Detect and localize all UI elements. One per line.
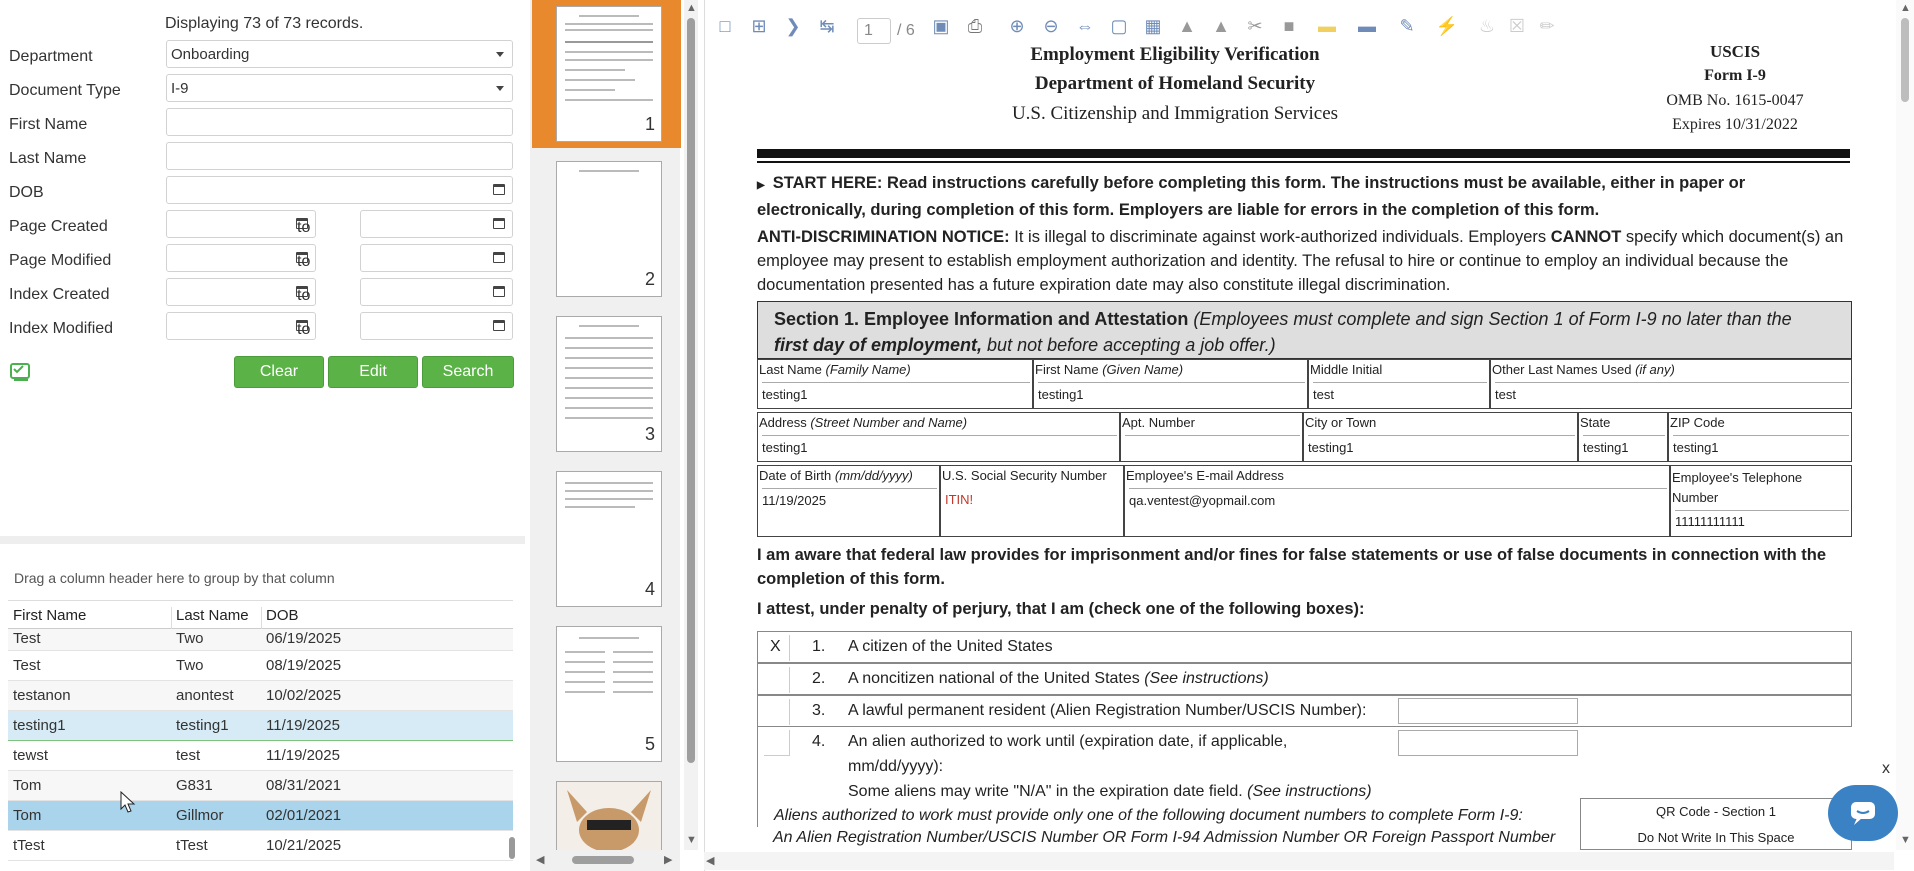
calendar-icon[interactable]: [493, 320, 505, 331]
thumbnail-hscrollbar[interactable]: [536, 852, 676, 868]
form-agency: U.S. Citizenship and Immigration Services: [1011, 103, 1339, 124]
scroll-up-icon[interactable]: ▲: [686, 2, 697, 14]
field-hint: (if any): [1635, 362, 1675, 377]
scroll-right-icon[interactable]: ▶: [664, 854, 673, 866]
column-header-dob[interactable]: DOB: [266, 607, 299, 624]
pen-icon[interactable]: ✎: [1399, 16, 1415, 36]
dob-input[interactable]: [166, 176, 513, 204]
zip-value[interactable]: testing1: [1673, 435, 1849, 461]
option-permanent-resident[interactable]: [757, 695, 1852, 727]
page-thumbnail: [556, 471, 662, 607]
department-select[interactable]: [166, 40, 513, 68]
form-omb: OMB No. 1615-0047: [1666, 92, 1804, 109]
table-row[interactable]: [8, 831, 513, 861]
form-number: Form I-9: [1704, 67, 1766, 84]
phone-cell: [1670, 465, 1852, 537]
chevron-down-icon: [496, 52, 504, 57]
index-created-row: [9, 278, 514, 312]
option-number: 4.: [812, 733, 826, 750]
clear-button[interactable]: Clear: [234, 356, 324, 388]
page-modified-row: [9, 244, 514, 278]
text-icon[interactable]: ▬: [1358, 16, 1376, 36]
state-cell: [1578, 412, 1668, 462]
cell-dob: 08/19/2025: [266, 657, 342, 674]
zoom-in-icon[interactable]: ⊕: [1009, 16, 1025, 36]
scroll-down-icon[interactable]: ▼: [686, 834, 697, 846]
field-label: First Name: [1035, 362, 1099, 377]
option-noncitizen[interactable]: [757, 663, 1852, 695]
field-label: Employee's E-mail Address: [1126, 468, 1284, 483]
chat-button[interactable]: [1828, 785, 1898, 841]
table-row[interactable]: [8, 681, 513, 711]
cell-last-name: tTest: [176, 837, 208, 854]
print-icon[interactable]: ⎙: [967, 16, 983, 36]
qr-label: QR Code - Section 1: [1656, 804, 1776, 819]
section-note: (Employees must complete and sign Section 1 of Form I-9 no later than the: [1188, 309, 1792, 329]
document-type-value: I-9: [171, 80, 189, 97]
cell-first-name: testanon: [13, 687, 71, 704]
option-text: Some aliens may write "N/A" in the expiration date field.: [848, 783, 1243, 800]
apt-cell: [1120, 412, 1303, 462]
scroll-left-icon[interactable]: ◀: [706, 855, 715, 867]
cell-first-name: tTest: [13, 837, 45, 854]
aware-statement: I am aware that federal law provides for imprisonment and/or fines for false statements or use of false documents in connection with the completion of this form.: [757, 546, 1827, 588]
chevron-down-icon: [496, 86, 504, 91]
thumbnail-scrollbar[interactable]: [684, 0, 698, 850]
cell-dob: 11/19/2025: [266, 747, 340, 764]
cell-first-name: Test: [13, 657, 41, 674]
edit-button[interactable]: Edit: [328, 356, 418, 388]
middle-initial-value[interactable]: test: [1313, 382, 1487, 408]
field-label: Date of Birth: [759, 468, 832, 483]
cell-last-name: Two: [176, 630, 204, 647]
delete-icon[interactable]: ☒: [1508, 16, 1526, 36]
cell-last-name: testing1: [176, 717, 229, 734]
burn-icon[interactable]: ♨: [1478, 16, 1496, 36]
index-created-label: Index Created: [9, 286, 110, 303]
notice-label: ANTI-DISCRIMINATION NOTICE:: [757, 228, 1010, 246]
first-name-label: First Name: [9, 116, 88, 133]
qr-note: Do Not Write In This Space: [1637, 830, 1795, 845]
checkbox-mark: X: [770, 638, 781, 655]
field-label: Apt. Number: [1122, 415, 1195, 430]
section-1-header: [757, 301, 1852, 359]
page-modified-label: Page Modified: [9, 252, 112, 269]
index-modified-label: Index Modified: [9, 320, 114, 337]
field-hint: (Given Name): [1102, 362, 1184, 377]
email-cell: [1124, 465, 1670, 537]
document-hscrollbar[interactable]: [704, 852, 1894, 870]
aliens-note: An Alien Registration Number/USCIS Number OR Form I-94 Admission Number OR Foreign Passport Number: [773, 829, 1556, 846]
highlight-icon[interactable]: ▬: [1318, 16, 1336, 36]
column-header-last-name[interactable]: Last Name: [176, 607, 249, 624]
page-thumbnail: [556, 781, 662, 850]
to-label: to: [297, 287, 311, 304]
last-name-row: [9, 142, 514, 176]
cell-dob: 08/31/2021: [266, 777, 342, 794]
checkbox-alien[interactable]: [764, 730, 790, 756]
section-title: Section 1. Employee Information and Attestation: [774, 309, 1189, 329]
scrollbar-thumb[interactable]: [572, 856, 634, 864]
section-note: but not before accepting a job offer.): [982, 335, 1276, 355]
page-icon[interactable]: ▢: [1110, 16, 1128, 36]
zip-cell: [1668, 412, 1852, 462]
document-scrollbar[interactable]: [1896, 0, 1914, 850]
thumbnail-panel: [530, 0, 680, 871]
email-value[interactable]: qa.ventest@yopmail.com: [1129, 488, 1667, 514]
image-icon[interactable]: ▦: [1144, 16, 1162, 36]
start-here: [757, 171, 1852, 222]
anti-discrimination-notice: [757, 225, 1852, 297]
calendar-icon[interactable]: [493, 286, 505, 297]
grid-scrollbar[interactable]: [509, 837, 515, 859]
search-button[interactable]: Search: [422, 356, 514, 388]
to-label: to: [297, 219, 311, 236]
cell-dob: 10/02/2025: [266, 687, 342, 704]
notice-cannot: CANNOT: [1550, 228, 1622, 246]
middle-initial-cell: [1308, 359, 1490, 409]
document-viewer: [704, 0, 1914, 871]
index-modified-from[interactable]: [166, 312, 316, 340]
address-value[interactable]: testing1: [762, 435, 1117, 461]
cell-last-name: test: [176, 747, 201, 764]
aliens-note: Aliens authorized to work must provide only one of the following document numbers to complete Form I-9:: [774, 807, 1523, 824]
city-cell: [1303, 412, 1578, 462]
cell-last-name: anontest: [176, 687, 234, 704]
dob-value[interactable]: 11/19/2025: [762, 488, 937, 514]
checkbox-permanent-resident[interactable]: [764, 699, 790, 725]
thumbnail-5[interactable]: [532, 620, 681, 768]
mouse-cursor-icon: [120, 791, 136, 815]
checkbox-citizen[interactable]: [764, 635, 790, 661]
scroll-up-icon[interactable]: ▲: [1900, 2, 1911, 14]
page-thumbnail: [556, 316, 662, 452]
form-dept: Department of Homeland Security: [1034, 73, 1316, 94]
import-icon[interactable]: ↹: [819, 16, 835, 36]
page-thumbnail: [556, 6, 662, 142]
table-row[interactable]: [8, 711, 513, 741]
start-text: START HERE: Read instructions carefully before completing this form. The instructions must be available, either in paper or electronically, during completion of this form. Employers are liable for errors in the completion of this form.: [757, 174, 1746, 219]
document-type-label: Document Type: [9, 82, 121, 99]
merge-icon[interactable]: ❯: [785, 16, 801, 36]
cell-first-name: Tom: [13, 807, 42, 824]
form-i9-page: [705, 0, 1895, 850]
rotate-left-icon[interactable]: ▲: [1178, 16, 1196, 36]
document-type-select[interactable]: [166, 74, 513, 102]
prev-page-icon[interactable]: ▣: [932, 16, 950, 36]
notice-text: It is illegal to discriminate against work-authorized individuals. Employers: [1009, 228, 1551, 246]
redact-icon[interactable]: ■: [1283, 16, 1295, 36]
field-label: Middle Initial: [1310, 362, 1383, 377]
cell-first-name: Test: [13, 630, 41, 647]
crop-icon[interactable]: ✂: [1247, 16, 1263, 36]
option-number: 1.: [812, 638, 826, 655]
attest-statement: I attest, under penalty of perjury, that I am (check one of the following boxes):: [757, 600, 1365, 618]
department-row: [9, 40, 514, 74]
to-label: to: [297, 321, 311, 338]
field-label: State: [1580, 415, 1611, 430]
field-hint: (Family Name): [825, 362, 911, 377]
cell-dob: 11/19/2025: [266, 717, 340, 734]
cell-last-name: Gillmor: [176, 807, 224, 824]
thumbnail-number: 4: [644, 579, 655, 599]
table-row[interactable]: [8, 741, 513, 771]
last-name-input[interactable]: [166, 142, 513, 170]
option-hint: (See instructions): [1247, 783, 1372, 800]
form-agency-abbr: USCIS: [1709, 42, 1761, 61]
thumbnail-number: 1: [644, 114, 655, 134]
table-row[interactable]: [8, 801, 513, 831]
expiration-date-input[interactable]: [1398, 730, 1578, 756]
ssn-value[interactable]: ITIN!: [945, 492, 974, 507]
cell-last-name: Two: [176, 657, 204, 674]
field-label: Last Name: [759, 362, 822, 377]
option-number: 3.: [812, 702, 826, 719]
checklist-icon[interactable]: [10, 361, 32, 383]
column-header-first-name[interactable]: First Name: [13, 607, 87, 624]
cell-dob: 10/21/2025: [266, 837, 342, 854]
last-name-cell: [757, 359, 1033, 409]
department-label: Department: [9, 48, 93, 65]
calendar-icon[interactable]: [493, 252, 505, 263]
page-thumbnail: [556, 161, 662, 297]
notice-text: specify which document(s) an employee may present to establish employment authorization and identity. The refusal to hire or continue to employ an individual because the documentation presented has a future expiration date may also constitute illegal discrimination.: [757, 228, 1844, 294]
panel-divider[interactable]: [0, 536, 525, 544]
records-count: Displaying 73 of 73 records.: [165, 15, 364, 32]
page-created-from[interactable]: [166, 210, 316, 238]
new-doc-icon[interactable]: □: [719, 16, 731, 36]
apt-value[interactable]: [1125, 435, 1300, 461]
option-text: A citizen of the United States: [848, 638, 1053, 655]
option-alien[interactable]: [757, 727, 1580, 827]
scrollbar-thumb[interactable]: [687, 18, 695, 763]
page-created-label: Page Created: [9, 218, 108, 235]
search-panel: [0, 0, 525, 871]
page-number-input[interactable]: 1: [857, 18, 891, 44]
index-modified-to[interactable]: [360, 312, 513, 340]
field-label: Address: [759, 415, 807, 430]
phone-value[interactable]: 11111111111: [1675, 510, 1849, 536]
cell-dob: 02/01/2021: [266, 807, 342, 824]
edit-icon[interactable]: ✏: [1539, 16, 1555, 36]
thumbnail-number: 5: [644, 734, 655, 754]
index-created-to[interactable]: [360, 278, 513, 306]
page-modified-to[interactable]: [360, 244, 513, 272]
last-name-label: Last Name: [9, 150, 87, 167]
thumbnail-6[interactable]: [532, 775, 681, 850]
calendar-icon[interactable]: [493, 218, 505, 229]
checkbox-noncitizen[interactable]: [764, 667, 790, 693]
page-modified-from[interactable]: [166, 244, 316, 272]
rule: [757, 149, 1850, 158]
option-text: mm/dd/yyyy):: [848, 758, 944, 775]
thumbnail-number: 3: [644, 424, 655, 444]
option-number: 2.: [812, 670, 826, 687]
table-row[interactable]: [8, 651, 513, 681]
chat-icon: [1828, 785, 1898, 841]
dob-cell: [757, 465, 940, 537]
first-name-row: [9, 108, 514, 142]
page-thumbnail: [556, 626, 662, 762]
other-names-value[interactable]: test: [1495, 382, 1849, 408]
cell-dob: 06/19/2025: [266, 630, 342, 647]
scrollbar-thumb[interactable]: [1901, 18, 1909, 102]
thumbnail-4[interactable]: [532, 465, 681, 613]
rotate-right-icon[interactable]: ▲: [1212, 16, 1230, 36]
index-modified-row: [9, 312, 514, 346]
alien-number-input[interactable]: [1398, 698, 1578, 724]
field-label: ZIP Code: [1670, 415, 1725, 430]
option-text: An alien authorized to work until (expiration date, if applicable,: [848, 733, 1288, 750]
cell-first-name: testing1: [13, 717, 66, 734]
cell-first-name: Tom: [13, 777, 42, 794]
form-expiry: Expires 10/31/2022: [1672, 116, 1798, 133]
scroll-down-icon[interactable]: ▼: [1900, 834, 1911, 846]
index-created-from[interactable]: [166, 278, 316, 306]
page-created-to[interactable]: [360, 210, 513, 238]
calendar-icon[interactable]: [493, 184, 505, 195]
cell-first-name: tewst: [13, 747, 49, 764]
group-by-hint: Drag a column header here to group by that column: [14, 570, 335, 586]
thumbnail-2[interactable]: [532, 155, 681, 303]
grid-header: [8, 601, 513, 629]
first-name-input[interactable]: [166, 108, 513, 136]
option-citizen[interactable]: [757, 631, 1852, 663]
results-grid: [8, 600, 513, 860]
ssn-cell: [940, 465, 1124, 537]
scroll-left-icon[interactable]: ◀: [536, 854, 545, 866]
stamp-icon[interactable]: ⚡: [1435, 16, 1459, 36]
thumbnail-3[interactable]: [532, 310, 681, 458]
table-row[interactable]: [8, 629, 513, 651]
field-label: Employee's Telephone: [1672, 470, 1803, 485]
field-label: Other Last Names Used: [1492, 362, 1632, 377]
option-text: A noncitizen national of the United States: [848, 670, 1140, 687]
first-name-value[interactable]: testing1: [1038, 382, 1305, 408]
form-title: Employment Eligibility Verification: [1030, 44, 1320, 65]
to-label: to: [297, 253, 311, 270]
city-value[interactable]: testing1: [1308, 435, 1575, 461]
thumbnail-number: 2: [644, 269, 655, 289]
qr-code-box: [1580, 798, 1852, 850]
dob-label: DOB: [9, 184, 44, 201]
option-text: A lawful permanent resident (Alien Registration Number/USCIS Number):: [848, 702, 1367, 719]
field-hint: (Street Number and Name): [810, 415, 968, 430]
fit-icon[interactable]: ⇔: [1076, 16, 1094, 36]
page-total: / 6: [897, 22, 915, 39]
last-name-value[interactable]: testing1: [762, 382, 1030, 408]
option-hint: (See instructions): [1144, 670, 1269, 687]
field-label: Number: [1672, 490, 1719, 505]
rule: [757, 161, 1850, 163]
thumbnail-1[interactable]: [532, 0, 681, 148]
field-hint: (mm/dd/yyyy): [834, 468, 913, 483]
state-value[interactable]: testing1: [1583, 435, 1665, 461]
department-value: Onboarding: [171, 46, 250, 63]
other-names-cell: [1490, 359, 1852, 409]
dob-row: [9, 176, 514, 210]
close-icon[interactable]: x: [1882, 760, 1890, 777]
document-type-row: [9, 74, 514, 108]
page-created-row: [9, 210, 514, 244]
first-name-cell: [1033, 359, 1308, 409]
viewer-toolbar: [705, 6, 1895, 44]
field-label: City or Town: [1305, 415, 1377, 430]
table-row[interactable]: [8, 771, 513, 801]
cell-last-name: G831: [176, 777, 213, 794]
section-note-bold: first day of employment,: [774, 335, 983, 355]
photo-image: [557, 782, 661, 850]
zoom-out-icon[interactable]: ⊖: [1043, 16, 1059, 36]
start-arrow-icon: ▶: [757, 180, 765, 191]
field-label: U.S. Social Security Number: [942, 468, 1107, 483]
add-doc-icon[interactable]: ⊞: [751, 16, 767, 36]
address-cell: [757, 412, 1120, 462]
